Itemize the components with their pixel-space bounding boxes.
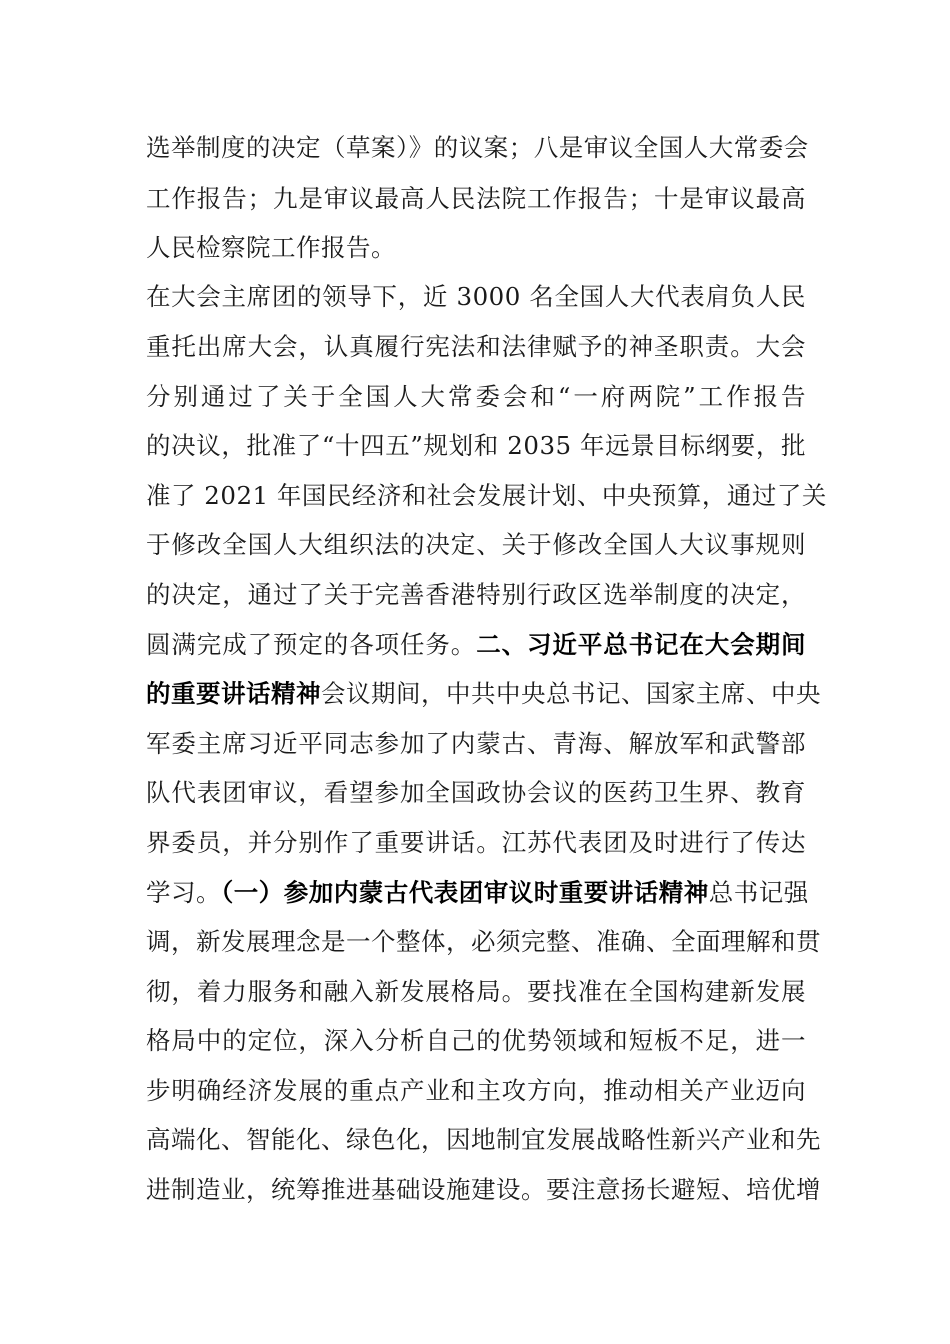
text-line [146, 377, 806, 417]
body-text: 总书记强 [708, 878, 809, 907]
body-text: 军委主席习近平同志参加了内蒙古、青海、解放军和武警部 [146, 729, 806, 758]
text-line [146, 674, 821, 714]
text-line [146, 724, 806, 764]
body-text: 于修改全国人大组织法的决定、关于修改全国人大议事规则 [146, 530, 806, 559]
text-line [146, 327, 806, 367]
bold-heading-text: 的重要讲话精神 [146, 679, 321, 708]
body-text: 高端化、智能化、绿色化，因地制宜发展战略性新兴产业和先 [146, 1125, 821, 1154]
text-line [146, 128, 809, 168]
body-text: 工作报告；九是审议最高人民法院工作报告；十是审议最高 [146, 184, 806, 213]
body-text: 重托出席大会，认真履行宪法和法律赋予的神圣职责。大会 [146, 332, 806, 361]
body-text: 调，新发展理念是一个整体，必须完整、准确、全面理解和贯 [146, 927, 821, 956]
body-text: 步明确经济发展的重点产业和主攻方向，推动相关产业迈向 [146, 1076, 806, 1105]
body-text: 圆满完成了预定的各项任务。 [146, 630, 477, 659]
body-text: 分别通过了关于全国人大常委会和“一府两院”工作报告 [146, 382, 806, 411]
text-line [146, 625, 806, 665]
body-text: 进制造业，统筹推进基础设施建设。要注意扬长避短、培优增 [146, 1175, 821, 1204]
body-text: 界委员，并分别作了重要讲话。江苏代表团及时进行了传达 [146, 828, 806, 857]
body-text: 格局中的定位，深入分析自己的优势领域和短板不足，进一 [146, 1026, 806, 1055]
text-line [146, 1021, 806, 1061]
text-line [146, 525, 806, 565]
text-line [146, 873, 809, 913]
text-line [146, 575, 806, 615]
bold-heading-text: 二、习近平总书记在大会期间 [476, 630, 807, 659]
body-text: 会议期间，中共中央总书记、国家主席、中央 [321, 679, 821, 708]
body-text: 学习。 [146, 878, 221, 907]
body-text: 的决定，通过了关于完善香港特别行政区选举制度的决定， [146, 580, 806, 609]
text-line [146, 773, 806, 813]
text-line [146, 823, 806, 863]
text-line [146, 179, 806, 219]
text-line [146, 476, 827, 516]
body-text: 的决议，批准了“十四五”规划和 2035 年远景目标纲要，批 [146, 431, 806, 460]
body-text: 人民检察院工作报告。 [146, 233, 396, 262]
text-line [146, 922, 821, 962]
body-text: 彻，着力服务和融入新发展格局。要找准在全国构建新发展 [146, 977, 806, 1006]
bold-heading-text: （一）参加内蒙古代表团审议时重要讲话精神 [221, 878, 709, 907]
body-text: 准了 2021 年国民经济和社会发展计划、中央预算，通过了关 [146, 481, 827, 510]
body-text: 队代表团审议，看望参加全国政协会议的医药卫生界、教育 [146, 778, 806, 807]
body-text: 在大会主席团的领导下，近 3000 名全国人大代表肩负人民 [146, 282, 806, 311]
text-line [146, 1170, 821, 1210]
text-line [146, 1120, 821, 1160]
body-text: 选举制度的决定（草案）》的议案；八是审议全国人大常委会 [146, 133, 809, 162]
text-line [146, 426, 806, 466]
text-line [146, 277, 806, 317]
text-line [146, 1071, 806, 1111]
text-line [146, 972, 806, 1012]
text-line [146, 228, 806, 268]
